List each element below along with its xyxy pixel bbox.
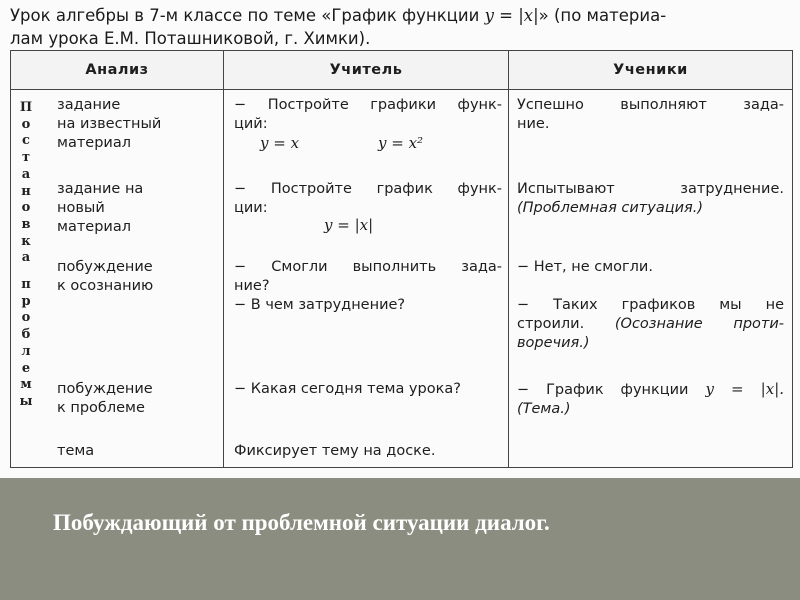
title-line-1: Урок алгебры в 7-м классе по теме «График функции [10, 6, 480, 25]
analysis-new-material: задание на новый материал [57, 181, 144, 235]
students-response-4: − Таких графиков мы не строили. (Осознание проти- воречия.) [517, 297, 784, 351]
teacher-cell [224, 90, 509, 468]
teacher-question-1: − Смогли выполнить зада- ние? [234, 259, 502, 294]
title-line-2: лам урока Е.М. Поташниковой, г. Химки). [10, 29, 371, 48]
title-formula: y = |x| [484, 6, 539, 25]
students-response-2: Испытывают затруднение. (Проблемная ситуация.) [517, 181, 784, 216]
analysis-topic: тема [57, 443, 95, 459]
table-header-row [11, 51, 793, 90]
analysis-prompt-problem: побуждение к проблеме [57, 381, 153, 416]
lesson-table [10, 50, 793, 468]
header-analysis: Анализ [11, 51, 224, 90]
teacher-question-2: − В чем затруднение? [234, 297, 406, 313]
vertical-label-problem-statement: П о с т а н о в к а п р о б л е м ы [19, 100, 33, 409]
teacher-action: Фиксирует тему на доске. [234, 443, 436, 459]
formula-y-eq-x-squared: y = x² [378, 134, 424, 152]
teacher-question-3: − Какая сегодня тема урока? [234, 381, 461, 397]
students-response-5: − График функции y = |x|. (Тема.) [517, 380, 785, 417]
header-teacher: Учитель [224, 51, 509, 90]
students-response-3: − Нет, не смогли. [517, 259, 653, 275]
caption-banner [0, 478, 800, 600]
analysis-cell [11, 90, 224, 468]
students-response-1: Успешно выполняют зада- ние. [517, 97, 784, 132]
analysis-known-material: задание на известный материал [57, 97, 162, 151]
table-body-row [11, 90, 793, 468]
students-cell [509, 90, 793, 468]
analysis-prompt-awareness: побуждение к осознанию [57, 259, 154, 294]
title-line-1-end: » (по материа- [538, 6, 667, 25]
teacher-task-2: − Постройте график функ- ции: [234, 181, 502, 216]
formula-y-eq-x: y = x [260, 134, 300, 152]
formula-y-eq-abs-x: y = |x| [324, 216, 374, 234]
header-students: Ученики [509, 51, 793, 90]
caption-text: Побуждающий от проблемной ситуации диалог. [53, 510, 550, 535]
page-title [10, 4, 790, 50]
teacher-task-1: − Постройте графики функ- ций: [234, 97, 502, 132]
